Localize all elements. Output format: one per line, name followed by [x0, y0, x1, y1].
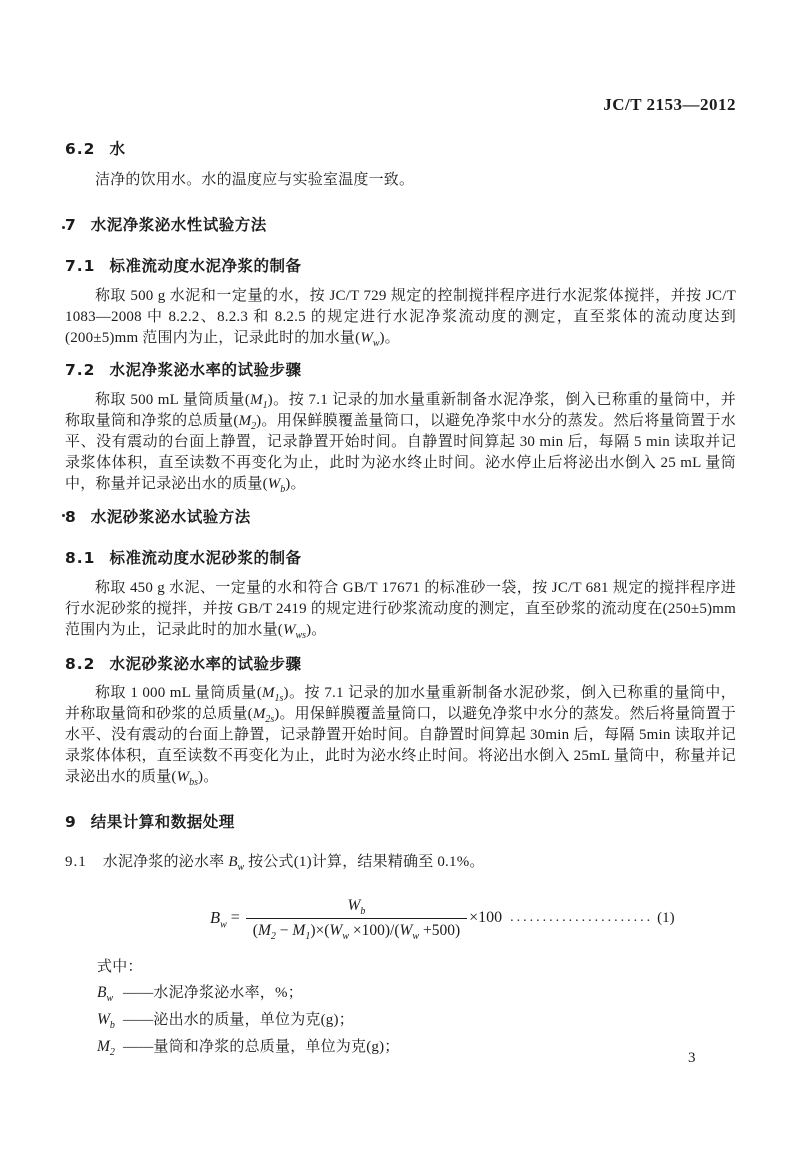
symbol-definition-bw	[97, 980, 736, 1006]
heading-9	[65, 812, 736, 832]
heading-title: 水泥净浆泌水率的试验步骤	[109, 361, 302, 379]
heading-number: 7.1	[65, 257, 96, 275]
heading-7-1	[65, 256, 736, 276]
formula-fraction	[246, 896, 467, 941]
symbol: $M_2$	[97, 1038, 115, 1059]
symbol: $B_w$	[97, 984, 114, 1005]
heading-number: 9	[65, 813, 77, 831]
fraction-denominator: $(M_2 - M_1)\times(W_w \times 100)/(W_w +500)$	[246, 918, 467, 941]
fraction-numerator: $W_b$	[347, 896, 366, 917]
heading-7-2	[65, 360, 736, 380]
formula-lhs: $B_w$	[210, 908, 227, 931]
paragraph-7-1: 称取 500 g 水泥和一定量的水，按 JC/T 729 规定的控制搅拌程序进行水泥浆体搅拌，并按 JC/T 1083—2008 中 8.2.2、8.2.3 和 8.2.5 的规定进行水泥净浆流动度的测定，直至浆体的流动度达到(200±5)mm 范围内为止，记录此时的加水量$(W_w)$。	[65, 288, 736, 349]
clause-number: 9.1	[65, 854, 87, 870]
paragraph-8-1: 称取 450 g 水泥、一定量的水和符合 GB/T 17671 的标准砂一袋，按 JC/T 681 规定的搅拌程序进行水泥砂浆的搅拌，并按 GB/T 2419 的规定进行砂浆流动度的测定，直至砂浆的流动度在(250±5)mm 范围内为止，记录此时的加水量$(W_{ws})$。	[65, 580, 736, 641]
clause-text: 水泥净浆的泌水率 $B_w$ 按公式(1)计算，结果精确至 0.1%。	[102, 854, 485, 873]
formula-1	[65, 889, 736, 947]
heading-8	[65, 507, 736, 527]
heading-number: 7.2	[65, 361, 96, 379]
formula-dot-leader: ......................	[510, 910, 654, 925]
paragraph-7-2: 称取 500 mL 量筒质量$(M_1)$。按 7.1 记录的加水量重新制备水泥净浆，倒入已称重的量筒中，并称取量筒和净浆的总质量$(M_2)$。用保鲜膜覆盖量筒口，以避免净浆中水分的蒸发。然后将量筒置于水平、没有震动的台面上静置，记录静置开始时间。自静置时间算起 30 min 后，每隔 5 min 读取并记录浆体体积，直至读数不再变化为止，此时为泌水终止时间。泌水停止后将泌出水倒入 25 mL 量筒中，称量并记录泌出水的质量$(W_b)$。	[65, 392, 736, 495]
where-label: 式中：	[97, 959, 143, 975]
page-content	[65, 0, 736, 1060]
equals-sign: =	[230, 909, 240, 926]
heading-number: 8.1	[65, 549, 96, 567]
heading-number: 8.2	[65, 655, 96, 673]
symbol: $W_b$	[97, 1011, 115, 1032]
equation-number: (1)	[657, 909, 675, 926]
heading-6-2	[65, 139, 736, 159]
symbol-description: ——泌出水的质量，单位为克(g)；	[123, 1012, 354, 1028]
heading-number: 6.2	[65, 140, 96, 158]
heading-title: 水泥净浆泌水性试验方法	[90, 216, 267, 234]
paragraph-6-2: 洁净的饮用水。水的温度应与实验室温度一致。	[95, 172, 415, 188]
symbol-definition-m2	[97, 1034, 736, 1060]
symbol-description: ——量筒和净浆的总质量，单位为克(g)；	[123, 1039, 400, 1055]
heading-number: 7	[65, 216, 77, 234]
heading-title: 水泥砂浆泌水试验方法	[90, 508, 251, 526]
standard-code-header: JC/T 2153—2012	[603, 95, 736, 114]
heading-title: 结果计算和数据处理	[90, 813, 235, 831]
heading-number: 8	[65, 508, 77, 526]
symbol-definition-wb	[97, 1007, 736, 1033]
heading-8-2	[65, 654, 736, 674]
paragraph-8-2: 称取 1 000 mL 量筒质量$(M_{1s})$。按 7.1 记录的加水量重新制备水泥砂浆，倒入已称重的量筒中，并称取量筒和砂浆的总质量$(M_{2s})$。用保鲜膜覆盖量筒口，以避免净浆中水分的蒸发。然后将量筒置于水平、没有震动的台面上静置，记录静置开始时间。自静置时间算起 30min 后，每隔 5min 读取并记录浆体体积，直至读数不再变化为止，此时为泌水终止时间。将泌出水倒入 25mL 量筒中，称量并记录泌出水的质量$(W_{bs})$。	[65, 685, 736, 788]
heading-title: 水	[109, 140, 126, 158]
paragraph-9-1	[65, 852, 736, 873]
page-number: 3	[688, 1050, 696, 1066]
symbol-definitions	[65, 955, 736, 1060]
heading-title: 标准流动度水泥净浆的制备	[109, 257, 302, 275]
heading-8-1	[65, 548, 736, 568]
heading-7	[65, 215, 736, 235]
formula-multiplier: ×100	[469, 909, 503, 926]
symbol-description: ——水泥净浆泌水率，%；	[123, 985, 303, 1001]
heading-title: 水泥砂浆泌水率的试验步骤	[109, 655, 302, 673]
heading-title: 标准流动度水泥砂浆的制备	[109, 549, 302, 567]
